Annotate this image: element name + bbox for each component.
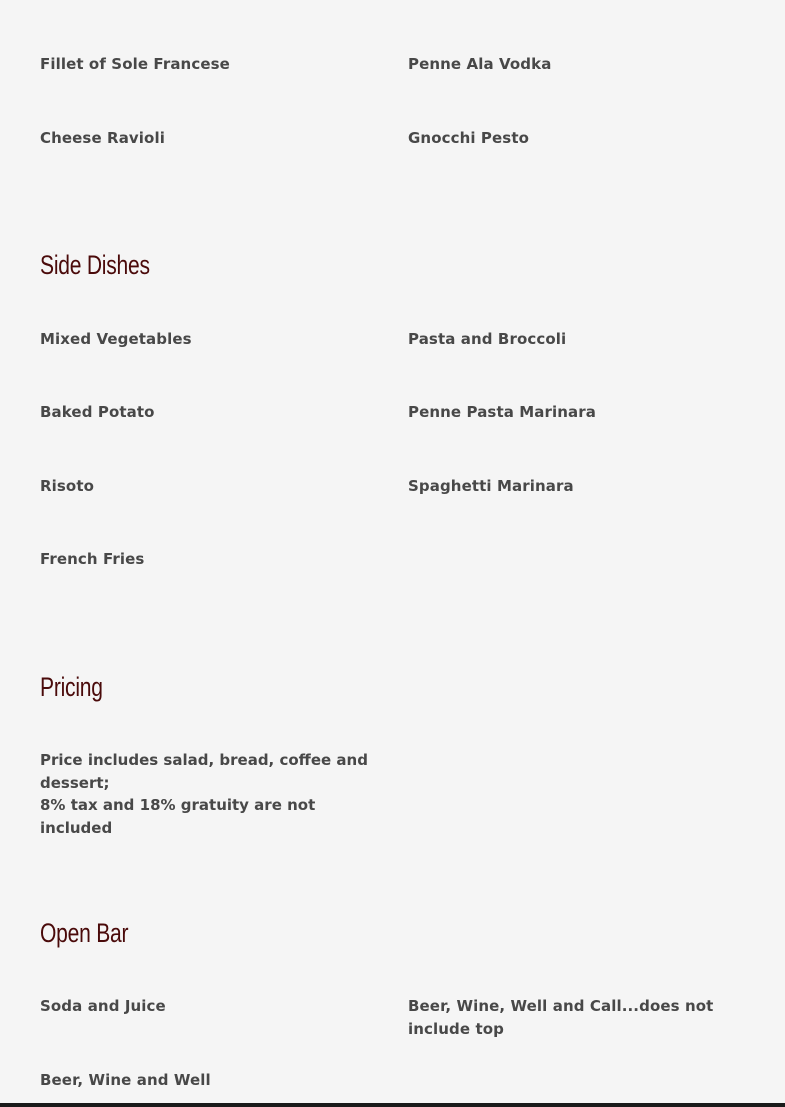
menu-item: Penne Ala Vodka — [408, 55, 552, 73]
section-heading-open-bar: Open Bar — [40, 918, 129, 948]
menu-item: Soda and Juice — [40, 997, 166, 1015]
menu-item: Penne Pasta Marinara — [408, 403, 596, 421]
pricing-excludes: 8% tax and 18% gratuity are not included — [40, 796, 316, 837]
menu-item: Gnocchi Pesto — [408, 129, 529, 147]
menu-item: Cheese Ravioli — [40, 129, 165, 147]
menu-item: Beer, Wine and Well — [40, 1071, 211, 1089]
pricing-note — [40, 749, 370, 839]
section-heading-side-dishes: Side Dishes — [40, 250, 150, 280]
page-bottom-border — [0, 1103, 785, 1107]
pricing-includes: Price includes salad, bread, coffee and dessert; — [40, 751, 368, 792]
menu-item: Fillet of Sole Francese — [40, 55, 230, 73]
menu-item: Beer, Wine, Well and Call...does not include top — [408, 997, 714, 1038]
menu-item: Baked Potato — [40, 403, 155, 421]
menu-item: Risoto — [40, 477, 95, 495]
menu-item: Mixed Vegetables — [40, 330, 192, 348]
menu-item: Spaghetti Marinara — [408, 477, 574, 495]
menu-item: French Fries — [40, 550, 145, 568]
menu-item: Pasta and Broccoli — [408, 330, 567, 348]
section-heading-pricing: Pricing — [40, 672, 103, 702]
